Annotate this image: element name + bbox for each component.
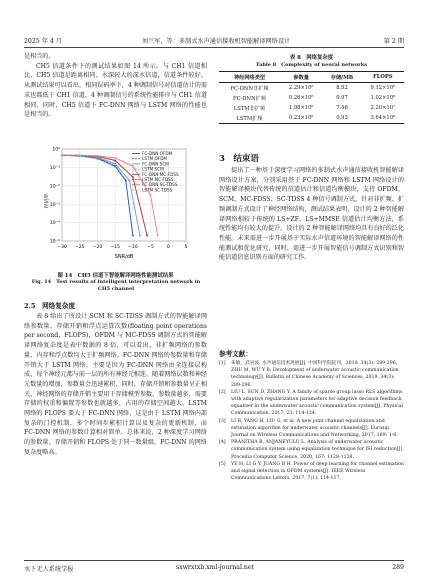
footer-center: sxwrxtxb.xml-journal.net [175, 564, 255, 571]
table-title-cn: 表 8 网络复杂度 [289, 55, 334, 61]
data-point [114, 166, 116, 168]
reference-text: YE H, LI G Y, JUANG B H. Power of deep learning for channel estimation and signal detection in OFDM systems[J]. IEEE Wireless Communications Letters, 2017, 7(1): 114-117. [231, 461, 404, 482]
table-cell: 2.29×10⁶ [288, 85, 314, 91]
section-2-5-heading: 2.5 网络复杂度 [24, 302, 76, 310]
footer-left: 水下无人系统学报 [24, 566, 74, 573]
legend-entry: FC-DNN SC-TDSS [142, 182, 178, 188]
reference-number [219, 367, 231, 389]
figure-caption-cn: 图 14 CH5 信道下智能解译网络性能测试结果 [57, 273, 174, 279]
table-row [219, 113, 404, 124]
y-tick-label: 10⁻³ [49, 202, 60, 208]
table-cell: 0.23×10⁶ [288, 115, 314, 121]
x-tick-label: −15 [110, 245, 120, 250]
paragraph-complexity: 表 8 给出了所设计 SCM 和 SC-TDSS 调制方式的智能解译网络参数量、存储开销和浮点运算次数(floating point operations per second，FLOPS)，OFDM 与 MC-FDSS 调制方式的智能解译网络复杂度是表中数据的 8 倍，可以看出，非扩频网络的参数量、内存和浮点数均大于扩频网络。FC-DNN 网络的参数量和存储开销大于 LSTM 网络，主要是因为 FC-DNN 网络由全连接层构成，每个神经元都与前一层的所有神经元相连，随着网络层数和神经元数量的增加，参数量会迅速累积，同时，存储开销和参数量呈正相关，神经网络的存储开销主要用于存储模型参数，参数量越多，需要存储的权重和偏置等参数也就越多，占用的存储空间越大。LSTM 网络的 FLOPS 要大于 FC-DNN 网络，这是由于 LSTM 网络内部复杂的门控机制，多个时间步累积计算以及复杂的更新机制，而 FC-DNN 网络的参数计算相对简单。总体来说，2 种深度学习网络的参数量、存储开销和 FLOPS 处于同一数量级，FC-DNN 的网络复杂度略高。 [24, 313, 207, 456]
data-point [146, 235, 148, 237]
header-center: 刘兰军，等：多制式水声通信接收机智能解译网络设计 [141, 38, 291, 45]
data-point [150, 195, 152, 197]
reference-item [219, 461, 404, 483]
x-tick-label: 0 [166, 245, 170, 250]
table-cell: 2.20×10⁷ [370, 105, 396, 111]
x-tick-label: −5 [147, 245, 154, 250]
paragraph-continued: 是相当的。 [24, 53, 55, 60]
references-list [219, 360, 404, 482]
reference-number: [2] [219, 389, 226, 395]
data-point [132, 166, 134, 168]
table-cell: 0.93 [336, 115, 348, 121]
table-cell: LSTM扩频 [236, 115, 263, 122]
reference-text: LIU L, SUN D, ZHANG Y. A family of sparse group lasso RLS algorithms with adaptive regularization parameters for adaptive decision feedback equalizer in the underwater acoustic communication system[J]. Physical Communication, 2017, 23: 114-124. [231, 389, 403, 417]
table-cell: LSTM非扩频 [233, 105, 266, 112]
y-axis-label: 误码率 [44, 193, 50, 209]
y-tick-label: 10⁻⁴ [49, 221, 60, 227]
reference-text: 朱敏，武岩波. 水声通信技术进展[J]. 中国科学院院刊，2019, 34(3): 289-296. [231, 361, 398, 366]
x-tick-label: 5 [184, 245, 188, 250]
footer-right: 289 [392, 564, 404, 571]
reference-text: ZHU M, WU Y B. Development of underwater acoustic communication technology[J]. Bulletin of Chinese Academy of Sciences, 2019, 34(3): 289-296. [231, 368, 399, 388]
legend-entry: FC-DNN MC-FDSS [142, 171, 179, 177]
y-tick-label: 10⁻⁵ [49, 239, 60, 245]
left-column [24, 52, 207, 120]
reference-number: [1] [219, 361, 226, 366]
x-tick-label: −30 [57, 245, 67, 250]
table-header: FLOPS [373, 74, 393, 80]
figure-caption-en: Fig. 14 Test results of intelligent interpretation network in CH5 channel [31, 279, 201, 292]
legend-entry: LSTM OFDM [142, 156, 168, 162]
table-cell: 0.97 [336, 95, 348, 101]
table-title-en: Table 8 Complexity of neural networks [255, 62, 368, 68]
reference-number: [4] [219, 440, 226, 446]
paragraph-ch5: CH5 信道条件下的测试结果如图 14 所示。与 CH1 信道相比，CH5 信道是距离相同、水深较大的深水信道，信道条件较好，从测试结果可以看出，相同误码率下，4 种调制信号对信道估计的需求也都低于 CH1 信道，4 种调制信号的系统性能排序与 CH1 信道相同，同时，CH5 信道下 FC-DNN 网络与 LSTM 网络的性能也是相当的。 [24, 62, 207, 119]
y-tick-label: 10⁰ [52, 147, 60, 153]
table-cell: 8.52 [336, 85, 348, 91]
reference-item [219, 389, 404, 418]
table-cell: 7.46 [336, 105, 348, 111]
x-tick-label: −25 [74, 245, 85, 250]
reference-item [219, 439, 404, 461]
reference-item [219, 418, 404, 440]
references-heading: 参考文献： [219, 350, 252, 358]
x-tick-label: −10 [128, 245, 138, 250]
table-row [219, 103, 404, 113]
section-3-heading: 3 结束语 [219, 154, 259, 164]
data-point [79, 154, 81, 156]
table-row [219, 93, 404, 103]
ber-chart [44, 145, 194, 263]
x-tick-label: −20 [92, 245, 103, 250]
data-point [114, 157, 116, 159]
legend-entry: FC-DNN OFDM [142, 151, 173, 156]
data-point [61, 154, 63, 156]
y-tick-label: 10⁻² [49, 184, 60, 190]
footer-rule [24, 560, 404, 561]
legend-entry: FC-DNN SCM [142, 161, 169, 167]
reference-text: PRANITHA B, ANJANEYULU L. Analysis of underwater acoustic communication system using equalization technique for ISI reduction[J]. Procedia Computer Science, 2020, 167: 1128-1138. [231, 440, 404, 460]
table-cell: 1.02×10⁶ [370, 95, 396, 101]
table-cell: 1.98×10⁶ [288, 105, 314, 111]
complexity-table [219, 71, 404, 124]
legend-entry: LSTM SCM [142, 166, 164, 172]
table-header: 神经网络类型 [233, 74, 266, 81]
data-point [132, 235, 134, 237]
y-tick-label: 10⁻¹ [49, 166, 60, 171]
table-header: 参数量 [293, 74, 309, 81]
reference-item [219, 360, 404, 367]
table-cell: FC-DNN扩频 [233, 95, 266, 102]
data-point [128, 179, 130, 181]
table-row [219, 83, 404, 94]
data-point [97, 155, 99, 157]
header-left: 2025 年 4 月 [24, 38, 62, 45]
table-cell: 9.12×10⁶ [370, 85, 396, 91]
paragraph-conclusion: 提出了一种基于深度学习网络的多制式水声通信接收机智能解译网络设计方案，分别采用基于 FC-DNN 网络和 LSTM 网络设计的智能解译模块代替传统的信道估计和信道均衡模块，支持 OFDM、SCM、MC-FDSS、SC-TDSS 4 种信号调制方式，针对非扩频、扩频调制方式设计了神经网络结构，测试结果表明，设计的 2 种智能解译网络相较于传统的 LS+ZF、LS+MMSE 信道估计均衡方法，系统性能均有较大的提升，设计的 2 种智能解译网络均具有良好的泛化性能。未来需进一步开展基于实际水声信道环境的智能解译网络的性能测试和优化研究，同时，需进一步开展智能信号调制方式识别和智能信道信息识别方面的研究工作。 [219, 167, 404, 262]
data-point [132, 176, 134, 178]
data-point [125, 180, 127, 182]
data-point [114, 163, 116, 165]
table-cell: 0.26×10⁶ [288, 95, 314, 101]
data-point [114, 160, 116, 162]
x-axis-label: SNR/dB [114, 254, 134, 260]
table-cell: FC-DNN非扩频 [230, 85, 269, 92]
table-cell: 3.64×10⁶ [370, 115, 396, 121]
data-point [157, 235, 159, 237]
reference-number: [5] [219, 461, 226, 467]
reference-number: [3] [219, 418, 226, 424]
data-point [139, 235, 141, 237]
table-header: 存储/MB [330, 74, 354, 81]
header-rule [24, 47, 404, 48]
table-header-row [219, 72, 404, 83]
reference-item [219, 367, 404, 389]
legend-entry: LSTM SC-TDSS [142, 187, 173, 193]
legend-entry: LSTM MC-FDSS [142, 177, 174, 182]
reference-text: LI B, YANG H, LIU G, et al. A new joint channel equalization and estimation algorithm for underwater acoustic channels[J]. Eurasip Journal on Wireless Communications and Networking, 2017, 169: 1-6. [231, 418, 398, 439]
header-right: 第 2 期 [383, 38, 404, 45]
